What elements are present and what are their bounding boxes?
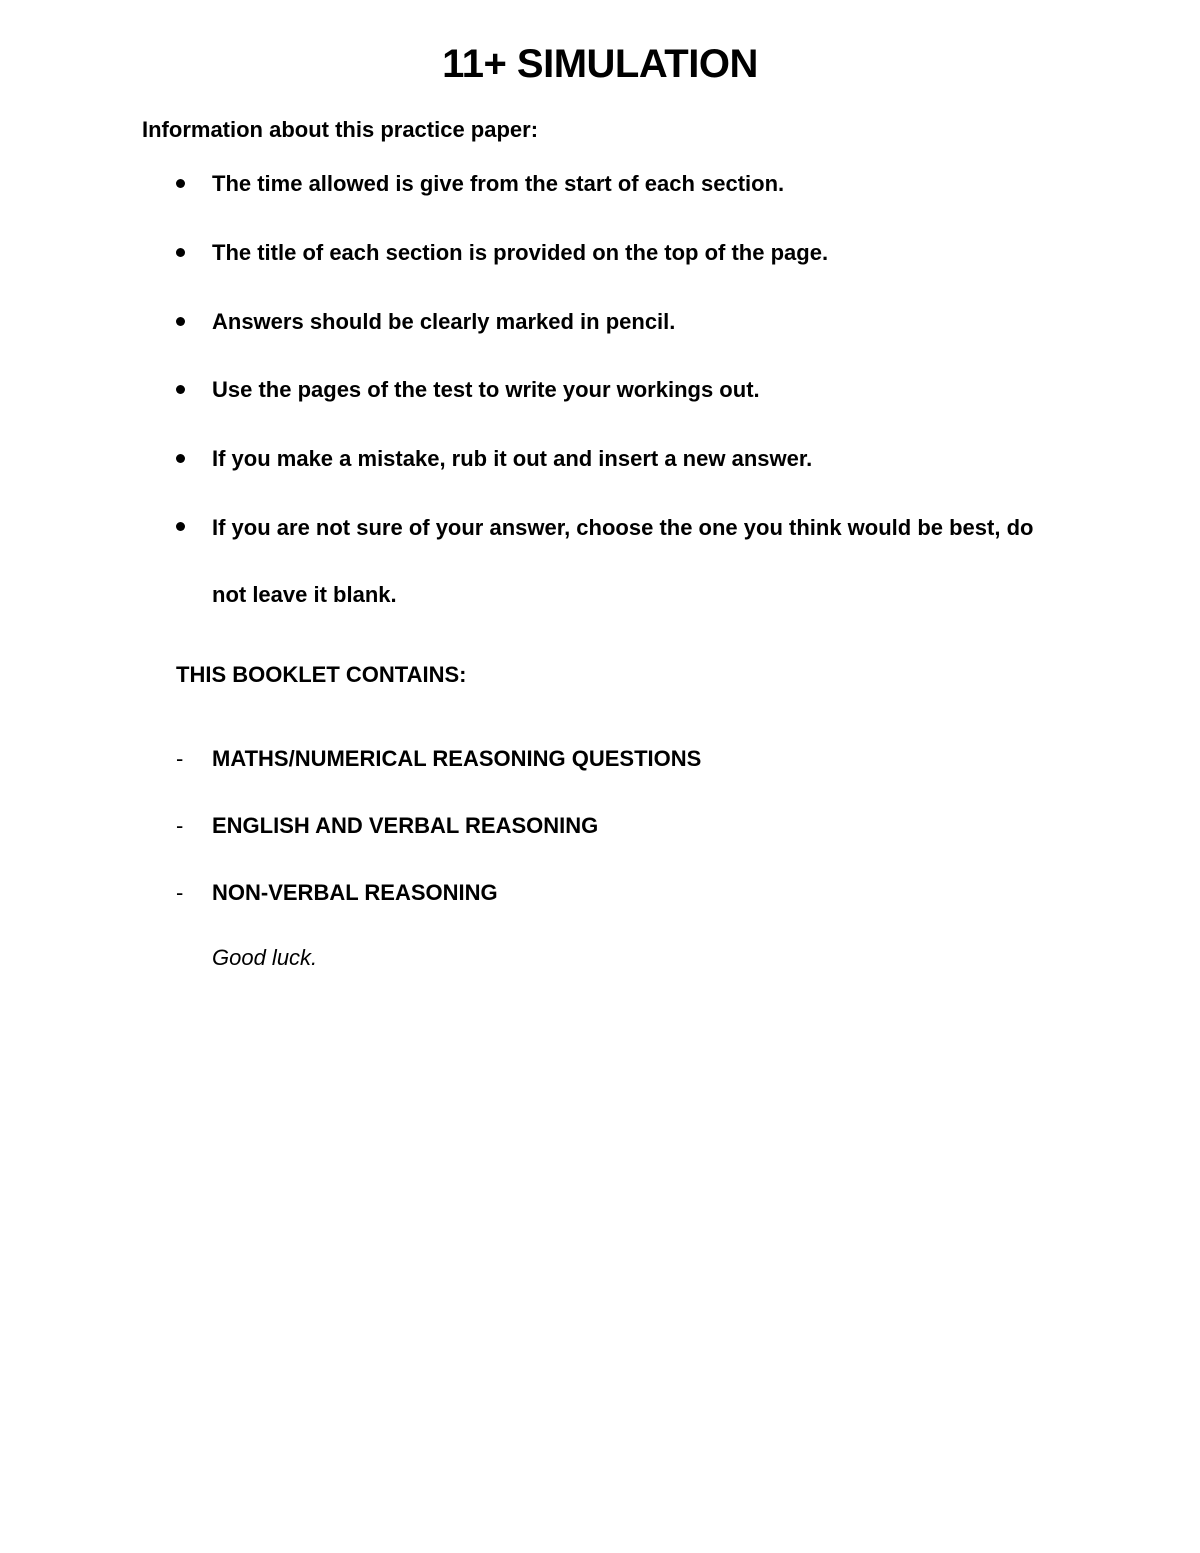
instruction-text: If you are not sure of your answer, choose the one you think would be best, do not leave it blank. xyxy=(212,515,1034,607)
page-title: 11+ SIMULATION xyxy=(442,42,758,86)
bullet-icon xyxy=(176,385,185,394)
instruction-text: The title of each section is provided on the top of the page. xyxy=(212,240,829,265)
contents-item xyxy=(176,878,701,945)
bullet-icon xyxy=(176,317,185,326)
instruction-item xyxy=(176,307,1056,337)
contents-item-text: MATHS/NUMERICAL REASONING QUESTIONS xyxy=(212,746,702,771)
instruction-item xyxy=(176,444,1056,474)
instruction-text: If you make a mistake, rub it out and insert a new answer. xyxy=(212,446,813,471)
bullet-icon xyxy=(176,454,185,463)
bullet-icon xyxy=(176,248,185,257)
instruction-item xyxy=(176,375,1056,405)
bullet-icon xyxy=(176,179,185,188)
bullet-icon xyxy=(176,522,185,531)
dash-icon: - xyxy=(176,880,184,905)
instruction-item xyxy=(176,238,1056,268)
instruction-text: Use the pages of the test to write your workings out. xyxy=(212,377,760,402)
contents-item xyxy=(176,811,701,878)
instruction-item xyxy=(176,494,1056,628)
intro-text: Information about this practice paper: xyxy=(142,117,539,142)
instruction-item xyxy=(176,169,1056,199)
instruction-text: Answers should be clearly marked in pencil. xyxy=(212,309,676,334)
contents-heading: THIS BOOKLET CONTAINS: xyxy=(176,662,467,687)
dash-icon: - xyxy=(176,813,184,838)
instructions-list xyxy=(176,169,1056,628)
signoff-text: Good luck. xyxy=(212,945,318,970)
contents-item-text: ENGLISH AND VERBAL REASONING xyxy=(212,813,599,838)
dash-icon: - xyxy=(176,746,184,771)
contents-item-text: NON-VERBAL REASONING xyxy=(212,880,498,905)
contents-list xyxy=(176,744,701,945)
contents-item xyxy=(176,744,701,811)
instruction-text: The time allowed is give from the start of each section. xyxy=(212,171,785,196)
